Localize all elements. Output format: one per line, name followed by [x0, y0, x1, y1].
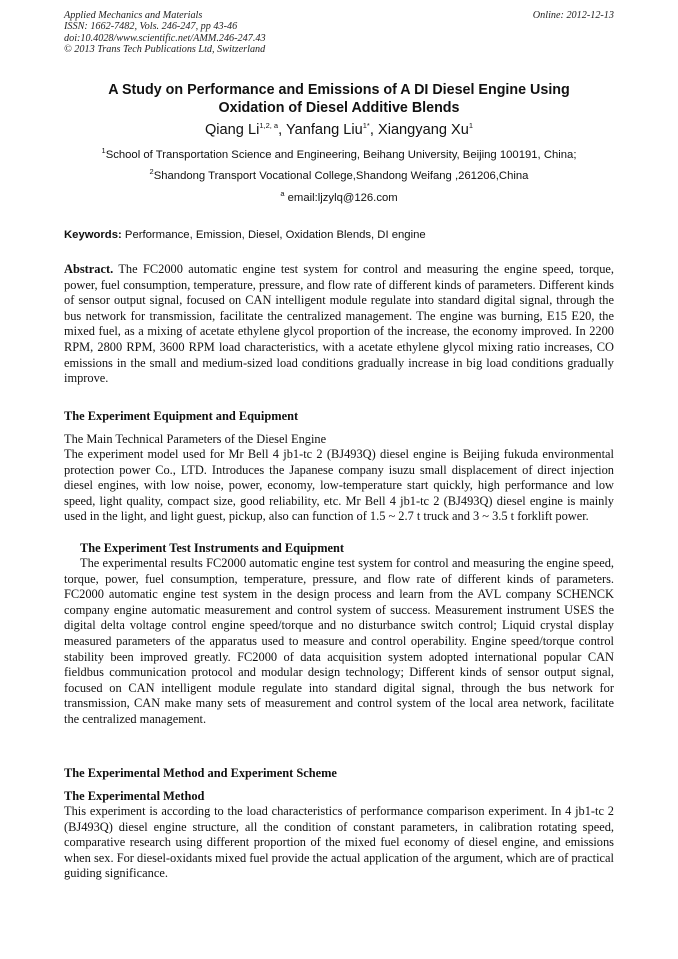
affiliation-text: School of Transportation Science and Engineering, Beihang University, Beijing 100191, China;	[105, 149, 577, 161]
paragraph: The experiment model used for Mr Bell 4 jb1-tc 2 (BJ493Q) diesel engine is Beijing fukuda environmental protection power Co., LTD. Introduces the Japanese company isuzu small displacement of direct injection diesel engines, with low noise, power, economy, low-temperature start quickly, high performance and low speed, light quality, compact size, good reliability, etc. Mr Bell 4 jb1-tc 2 (BJ493Q) diesel engine is mainly used in the light, and light guest, pickup, also can function of 1.5 ~ 2.7 t truck and 3 ~ 3.5 t forklift power.	[64, 447, 614, 524]
journal-header	[64, 10, 266, 55]
section-heading: The Experimental Method and Experiment Scheme	[64, 766, 337, 780]
online-date: Online: 2012-12-13	[532, 10, 614, 21]
affiliation-mark: 2	[149, 167, 154, 177]
abstract	[64, 262, 614, 387]
abstract-label: Abstract.	[64, 262, 114, 276]
paper-title	[64, 82, 614, 117]
abstract-text: The FC2000 automatic engine test system for control and measuring the engine speed, torque, power, fuel consumption, temperature, pressure, and flow rate of different kinds of parameters. Different kinds of sensor output signal, focused on CAN intelligent module regulate into standard digital signal, through the bus network for transmission, facilitate the centralized management. The engine was burning, E15 E20, the mixed fuel, as a mixing of acetate ethylene glycol proportion of the increase, the economy improved. In 2200 RPM, 2800 RPM, 3600 RPM load characteristics, with a acetate ethylene glycol mixing ratio increases, CO emissions in the small and medium-sized load conditions gradually increase in big load conditions gradually improve.	[64, 262, 614, 386]
title-line-1: A Study on Performance and Emissions of A DI Diesel Engine Using	[108, 82, 570, 98]
issn-line: ISSN: 1662-7482, Vols. 246-247, pp 43-46	[64, 21, 238, 33]
subsection-heading: The Main Technical Parameters of the Diesel Engine	[64, 432, 327, 446]
title-line-2: Oxidation of Diesel Additive Blends	[218, 99, 460, 116]
author-name: Xiangyang Xu	[377, 122, 469, 138]
affiliation-2	[20, 167, 658, 182]
journal-name: Applied Mechanics and Materials	[64, 10, 203, 21]
paragraph: This experiment is according to the load characteristics of performance comparison experiment. In 4 jb1-tc 2 (BJ493Q) diesel engine structure, all the condition of constant parameters, in calibration rotating speed, comparative research using different proportion of the mixed fuel economy of diesel engine, and emissions when sex. For diesel-oxidants mixed fuel provide the actual application of the argument, which are of practical guiding significance.	[64, 804, 614, 881]
affiliation-1	[20, 146, 658, 161]
keywords	[64, 229, 426, 241]
paragraph: The experimental results FC2000 automatic engine test system for control and measuring the engine speed, torque, power, fuel consumption, temperature, pressure, and flow rate of different kinds of parameters. FC2000 automatic engine test system in the design process and learn from the AVL company SCHENCK company engine automatic measurement and control system of success. Measurement instrument USES the digital delta voltage control engine speed/torque and no disturbance switch control; Liquid crystal display measured parameters of the apparatus used to measure and control operability. Engine speed/torque control stability been improved greatly. FC2000 of data acquisition system adopted international popular CAN fieldbus communication protocol and modular design technology; Different kinds of sensor output signal, focused on CAN intelligent module regulate into standard digital signal, through the bus network for transmission, CAN make many sets of measurement and control system of the local area network, facilitate the centralized management.	[64, 556, 614, 726]
author-separator: ,	[278, 122, 286, 138]
subsection-heading: The Experimental Method	[64, 789, 205, 803]
copyright-line: © 2013 Trans Tech Publications Ltd, Switzerland	[64, 43, 266, 55]
email-line	[20, 189, 658, 204]
email-mark: a	[280, 189, 285, 199]
author-affiliation-mark: 1,2, a	[259, 121, 279, 131]
author-affiliation-mark: 1*	[362, 121, 370, 131]
author-affiliation-mark: 1	[468, 121, 474, 131]
keywords-text: Performance, Emission, Diesel, Oxidation Blends, DI engine	[121, 229, 426, 241]
affiliation-mark: 1	[101, 146, 106, 156]
author-name: Yanfang Liu	[285, 122, 363, 138]
author-list	[64, 122, 614, 138]
author-separator: ,	[369, 122, 378, 138]
author-name: Qiang Li	[204, 122, 260, 138]
section-heading: The Experiment Equipment and Equipment	[64, 409, 299, 423]
affiliation-text: Shandong Transport Vocational College,Shandong Weifang ,261206,China	[153, 170, 529, 182]
subsection-heading: The Experiment Test Instruments and Equipment	[80, 541, 345, 555]
doi-line: doi:10.4028/www.scientific.net/AMM.246-247.43	[64, 32, 266, 44]
email-text: email:ljzylq@126.com	[284, 192, 398, 204]
keywords-label: Keywords:	[64, 229, 122, 241]
